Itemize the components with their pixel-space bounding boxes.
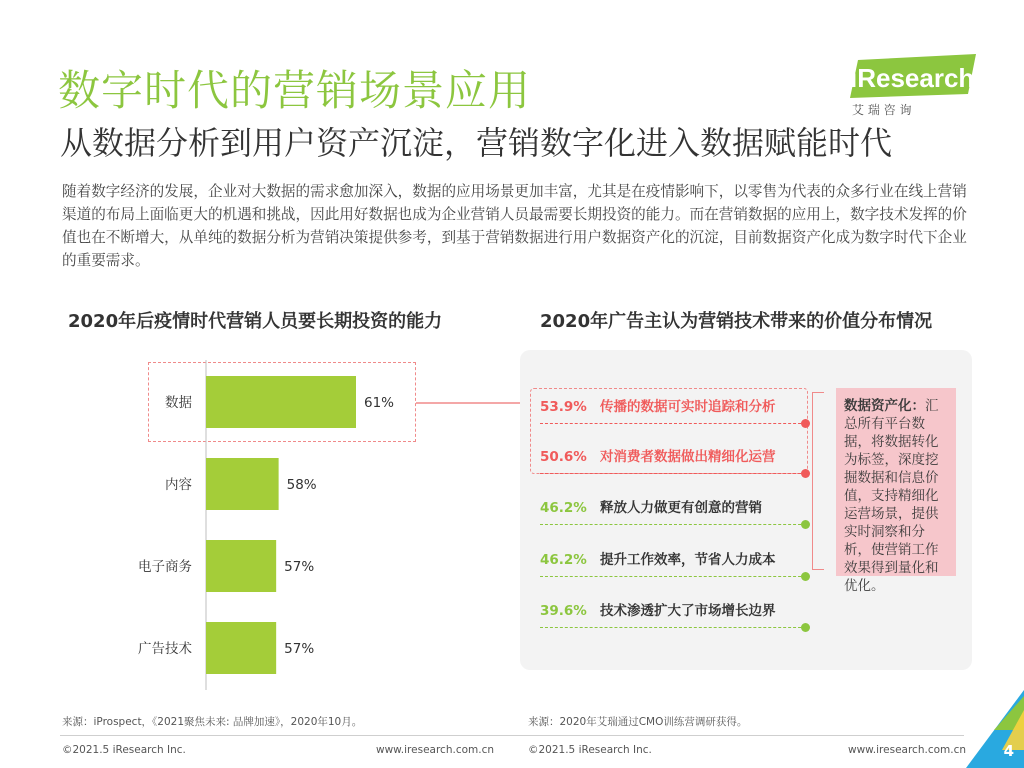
left-chart-title: 2020年后疫情时代营销人员要长期投资的能力 [68,311,443,332]
value-item-line [540,524,806,525]
value-item-line [540,576,806,577]
footer-url-left: www.iresearch.com.cn [376,744,495,756]
value-item-pct: 53.9% [540,399,587,415]
value-label-0: 61% [364,395,395,411]
value-label-2: 57% [284,559,315,575]
bar-chart [120,360,420,695]
footer-url-right: www.iresearch.com.cn [848,744,967,756]
right-chart-title: 2020年广告主认为营销技术带来的价值分布情况 [540,311,933,332]
category-label-3: 广告技术 [138,641,192,657]
value-item-line [540,627,806,628]
value-label-3: 57% [284,641,315,657]
value-item-label: 对消费者数据做出精细化运营 [600,449,776,465]
value-item [540,599,810,623]
value-item-label: 释放人力做更有创意的营销 [600,500,762,516]
value-item-dot [801,419,810,428]
intro-paragraph: 随着数字经济的发展，企业对大数据的需求愈加深入，数据的应用场景更加丰富，尤其是在疫情影响下，以零售为代表的众多行业在线上营销渠道的布局上面临更大的机遇和挑战，因此用好数据也成为企业营销人员最需要长期投资的能力。而在营销数据的应用上，数字技术发挥的价值也在不断增大，从单纯的数据分析为营销决策提供参考，到基于营销数据进行用户数据资产化的沉淀，目前数据资产化成为数字时代下企业的重要需求。 [62,183,967,269]
value-item-label: 技术渗透扩大了市场增长边界 [600,603,776,619]
value-item-dot [801,623,810,632]
bar-3 [206,622,276,674]
bar-0 [206,376,356,428]
logo-cn: 艾 瑞 咨 询 [852,103,912,116]
value-label-1: 58% [286,477,317,493]
value-item-pct: 50.6% [540,449,587,465]
callout-box [836,388,956,594]
bracket [812,392,824,570]
value-item-dot [801,572,810,581]
callout-body: 汇总所有平台数据，将数据转化为标签，深度挖掘数据和信息价值，支持精细化运营场景，提供实时洞察和分析，使营销工作效果得到量化和优化。 [844,398,939,594]
value-item-dot [801,469,810,478]
value-item-label: 提升工作效率，节省人力成本 [600,552,776,568]
bar-1 [206,458,279,510]
right-source: 来源：2020年艾瑞通过CMO训练营调研获得。 [528,716,748,728]
value-item-pct: 46.2% [540,552,587,568]
value-item-dot [801,520,810,529]
value-item [540,496,810,520]
callout-heading: 数据资产化： [844,398,925,414]
page-number: 4 [1003,742,1014,760]
footer-divider [60,735,964,736]
corner-decoration [966,690,1024,768]
category-label-2: 电子商务 [138,559,192,575]
bar-2 [206,540,276,592]
iresearch-logo [838,54,978,116]
value-item [540,548,810,572]
value-item-pct: 39.6% [540,603,587,619]
page-title: 数字时代的营销场景应用 [58,66,532,115]
left-source: 来源：iProspect，《2021聚焦未来: 品牌加速》，2020年10月。 [62,716,363,728]
value-item-line [540,423,806,424]
value-item-label: 传播的数据可实时追踪和分析 [600,399,776,415]
logo-wordmark: iResearch [850,63,975,93]
value-item [540,395,810,419]
value-item-pct: 46.2% [540,500,587,516]
value-item [540,445,810,469]
category-label-0: 数据 [165,395,192,411]
footer-copyright-left: ©2021.5 iResearch Inc. [62,744,186,756]
value-item-line [540,473,806,474]
page-subtitle: 从数据分析到用户资产沉淀，营销数字化进入数据赋能时代 [60,124,893,162]
category-label-1: 内容 [165,477,192,493]
footer-copyright-right: ©2021.5 iResearch Inc. [528,744,652,756]
